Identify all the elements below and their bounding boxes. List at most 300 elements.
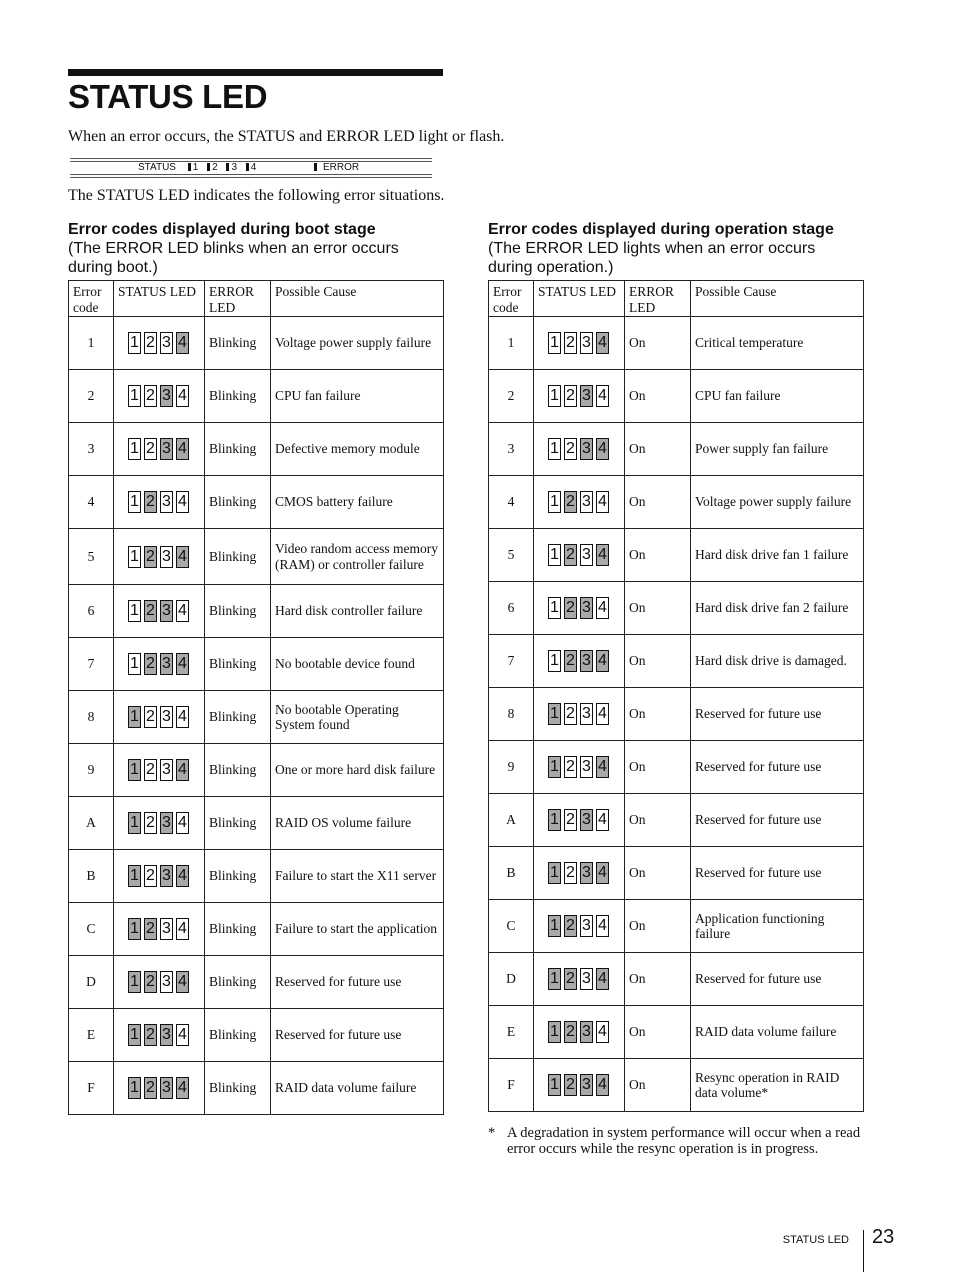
error-led-cell: On xyxy=(625,582,691,635)
possible-cause-cell: One or more hard disk failure xyxy=(271,744,444,797)
status-led-3-lit: 3 xyxy=(580,438,593,460)
status-led-cell xyxy=(114,744,205,797)
status-led-3-unlit: 3 xyxy=(160,491,173,513)
table-row xyxy=(69,797,444,850)
status-led-4-lit: 4 xyxy=(176,759,189,781)
table-row xyxy=(489,476,864,529)
status-led-4-lit: 4 xyxy=(596,862,609,884)
possible-cause-cell: Application functioning failure xyxy=(691,900,864,953)
error-led-cell: Blinking xyxy=(205,744,271,797)
table-row xyxy=(489,1006,864,1059)
status-led-2-unlit: 2 xyxy=(564,862,577,884)
status-led-1-lit: 1 xyxy=(548,862,561,884)
possible-cause-cell: CMOS battery failure xyxy=(271,476,444,529)
error-code-cell: E xyxy=(69,1009,114,1062)
description-text: The STATUS LED indicates the following error situations. xyxy=(68,187,445,204)
status-led-3-unlit: 3 xyxy=(160,971,173,993)
status-led-3-lit: 3 xyxy=(160,653,173,675)
status-led-4-unlit: 4 xyxy=(596,915,609,937)
page-number: 23 xyxy=(872,1226,895,1248)
error-led-cell: Blinking xyxy=(205,903,271,956)
led-indicator-icon xyxy=(226,163,229,171)
header-possible-cause: Possible Cause xyxy=(691,281,864,317)
error-code-cell: D xyxy=(489,953,534,1006)
error-code-cell: 4 xyxy=(69,476,114,529)
status-led-cell xyxy=(534,476,625,529)
status-led-3-lit: 3 xyxy=(580,809,593,831)
panel-led-label: 2 xyxy=(212,162,218,173)
table-header-row xyxy=(489,281,864,317)
table-row xyxy=(69,903,444,956)
status-led-2-unlit: 2 xyxy=(144,332,157,354)
error-led-cell: Blinking xyxy=(205,317,271,370)
status-led-1-unlit: 1 xyxy=(548,332,561,354)
status-led-cell xyxy=(114,529,205,585)
error-led-cell: On xyxy=(625,423,691,476)
status-led-cell xyxy=(114,585,205,638)
error-code-cell: 1 xyxy=(489,317,534,370)
status-led-3-lit: 3 xyxy=(580,385,593,407)
status-led-3-unlit: 3 xyxy=(580,756,593,778)
panel-line-bottom-inner xyxy=(70,174,432,175)
error-code-cell: 5 xyxy=(69,529,114,585)
status-led-1-unlit: 1 xyxy=(128,600,141,622)
status-led-2-unlit: 2 xyxy=(564,756,577,778)
status-led-4-lit: 4 xyxy=(176,332,189,354)
possible-cause-cell: CPU fan failure xyxy=(271,370,444,423)
status-led-3-lit: 3 xyxy=(160,1077,173,1099)
status-led-4-unlit: 4 xyxy=(596,597,609,619)
status-led-2-lit: 2 xyxy=(564,597,577,619)
status-led-2-lit: 2 xyxy=(144,491,157,513)
panel-status-label: STATUS xyxy=(138,162,176,173)
status-led-4-lit: 4 xyxy=(596,968,609,990)
status-led-3-lit: 3 xyxy=(160,438,173,460)
status-led-2-lit: 2 xyxy=(564,491,577,513)
table-row xyxy=(489,1059,864,1112)
possible-cause-cell: CPU fan failure xyxy=(691,370,864,423)
panel-led-label: 1 xyxy=(192,162,199,173)
error-code-cell: A xyxy=(69,797,114,850)
possible-cause-cell: Hard disk drive is damaged. xyxy=(691,635,864,688)
status-led-cell xyxy=(534,582,625,635)
status-led-3-lit: 3 xyxy=(160,812,173,834)
status-led-3-lit: 3 xyxy=(580,862,593,884)
error-led-cell: Blinking xyxy=(205,850,271,903)
error-code-cell: E xyxy=(489,1006,534,1059)
status-led-2-lit: 2 xyxy=(144,1077,157,1099)
status-led-1-unlit: 1 xyxy=(128,438,141,460)
status-led-cell xyxy=(534,635,625,688)
possible-cause-cell: Hard disk drive fan 1 failure xyxy=(691,529,864,582)
status-led-4-unlit: 4 xyxy=(176,812,189,834)
table-row xyxy=(489,953,864,1006)
possible-cause-cell: Reserved for future use xyxy=(691,741,864,794)
status-led-3-lit: 3 xyxy=(580,597,593,619)
possible-cause-cell: Failure to start the X11 server xyxy=(271,850,444,903)
error-led-cell: On xyxy=(625,476,691,529)
status-led-2-lit: 2 xyxy=(564,915,577,937)
status-led-4-unlit: 4 xyxy=(596,491,609,513)
status-led-3-unlit: 3 xyxy=(580,332,593,354)
status-led-cell xyxy=(114,956,205,1009)
status-led-2-lit: 2 xyxy=(144,1024,157,1046)
status-led-4-lit: 4 xyxy=(176,546,189,568)
status-led-3-lit: 3 xyxy=(160,385,173,407)
status-led-1-unlit: 1 xyxy=(548,650,561,672)
table-row xyxy=(69,317,444,370)
status-led-1-lit: 1 xyxy=(128,706,141,728)
status-led-1-lit: 1 xyxy=(128,759,141,781)
status-led-4-lit: 4 xyxy=(176,1077,189,1099)
status-led-2-unlit: 2 xyxy=(144,438,157,460)
status-led-2-lit: 2 xyxy=(564,968,577,990)
status-led-cell xyxy=(534,900,625,953)
led-indicator-icon xyxy=(207,163,210,171)
status-led-3-unlit: 3 xyxy=(160,759,173,781)
status-led-1-unlit: 1 xyxy=(128,385,141,407)
header-status-led: STATUS LED xyxy=(114,281,205,317)
error-code-cell: 5 xyxy=(489,529,534,582)
header-error-code: Error code xyxy=(489,281,534,317)
status-led-2-unlit: 2 xyxy=(564,809,577,831)
status-led-1-unlit: 1 xyxy=(548,544,561,566)
status-led-2-lit: 2 xyxy=(564,650,577,672)
status-led-cell xyxy=(534,529,625,582)
error-code-cell: 9 xyxy=(69,744,114,797)
page-title: STATUS LED xyxy=(68,78,268,115)
status-led-3-unlit: 3 xyxy=(160,918,173,940)
status-led-3-unlit: 3 xyxy=(580,915,593,937)
status-led-1-lit: 1 xyxy=(128,918,141,940)
error-code-cell: 7 xyxy=(69,638,114,691)
status-led-4-unlit: 4 xyxy=(176,1024,189,1046)
status-led-4-unlit: 4 xyxy=(176,918,189,940)
error-code-cell: C xyxy=(489,900,534,953)
status-led-3-lit: 3 xyxy=(160,600,173,622)
status-led-4-lit: 4 xyxy=(176,438,189,460)
led-indicator-icon xyxy=(246,163,249,171)
status-led-cell xyxy=(114,850,205,903)
status-led-2-lit: 2 xyxy=(144,653,157,675)
possible-cause-cell: Critical temperature xyxy=(691,317,864,370)
operation-subheading: (The ERROR LED lights when an error occurs during operation.) xyxy=(488,240,816,276)
status-led-cell xyxy=(114,691,205,744)
table-row xyxy=(69,744,444,797)
error-code-cell: B xyxy=(489,847,534,900)
error-led-cell: On xyxy=(625,794,691,847)
error-led-cell: Blinking xyxy=(205,638,271,691)
table-row xyxy=(69,1009,444,1062)
intro-text: When an error occurs, the STATUS and ERROR LED light or flash. xyxy=(68,128,505,145)
error-led-cell: Blinking xyxy=(205,956,271,1009)
status-led-3-unlit: 3 xyxy=(580,544,593,566)
status-led-3-unlit: 3 xyxy=(160,332,173,354)
table-row xyxy=(69,476,444,529)
status-led-2-lit: 2 xyxy=(144,546,157,568)
status-led-cell xyxy=(534,953,625,1006)
possible-cause-cell: Resync operation in RAID data volume* xyxy=(691,1059,864,1112)
status-led-3-unlit: 3 xyxy=(580,968,593,990)
possible-cause-cell: Failure to start the application xyxy=(271,903,444,956)
possible-cause-cell: Reserved for future use xyxy=(271,1009,444,1062)
status-led-cell xyxy=(534,688,625,741)
panel-error-group xyxy=(314,162,359,174)
status-led-2-lit: 2 xyxy=(564,1021,577,1043)
possible-cause-cell: No bootable device found xyxy=(271,638,444,691)
status-led-1-unlit: 1 xyxy=(128,332,141,354)
status-led-2-unlit: 2 xyxy=(564,385,577,407)
boot-section-heading xyxy=(68,220,444,277)
status-led-1-lit: 1 xyxy=(548,756,561,778)
error-code-cell: 7 xyxy=(489,635,534,688)
status-led-1-unlit: 1 xyxy=(548,491,561,513)
possible-cause-cell: Power supply fan failure xyxy=(691,423,864,476)
error-code-cell: 3 xyxy=(69,423,114,476)
led-indicator-icon xyxy=(314,163,317,171)
status-led-4-unlit: 4 xyxy=(596,385,609,407)
table-row xyxy=(489,423,864,476)
table-row xyxy=(69,1062,444,1115)
error-code-cell: 8 xyxy=(489,688,534,741)
status-led-2-unlit: 2 xyxy=(144,706,157,728)
status-led-4-unlit: 4 xyxy=(176,706,189,728)
error-code-cell: A xyxy=(489,794,534,847)
error-code-cell: C xyxy=(69,903,114,956)
possible-cause-cell: RAID OS volume failure xyxy=(271,797,444,850)
panel-line-top xyxy=(70,158,432,159)
table-row xyxy=(69,850,444,903)
error-led-cell: On xyxy=(625,529,691,582)
status-led-4-unlit: 4 xyxy=(596,703,609,725)
status-led-3-lit: 3 xyxy=(580,1021,593,1043)
table-row xyxy=(489,635,864,688)
error-led-cell: On xyxy=(625,688,691,741)
status-led-1-lit: 1 xyxy=(548,968,561,990)
status-led-1-lit: 1 xyxy=(128,1024,141,1046)
table-row xyxy=(69,956,444,1009)
table-row xyxy=(489,847,864,900)
status-led-cell xyxy=(534,794,625,847)
status-led-4-lit: 4 xyxy=(596,544,609,566)
title-rule xyxy=(68,69,443,76)
possible-cause-cell: Defective memory module xyxy=(271,423,444,476)
status-led-1-unlit: 1 xyxy=(128,653,141,675)
status-led-cell xyxy=(114,370,205,423)
error-led-cell: Blinking xyxy=(205,370,271,423)
error-led-cell: Blinking xyxy=(205,1009,271,1062)
status-led-cell xyxy=(114,317,205,370)
error-led-cell: Blinking xyxy=(205,529,271,585)
operation-heading: Error codes displayed during operation stage xyxy=(488,221,834,238)
possible-cause-cell: Video random access memory (RAM) or controller failure xyxy=(271,529,444,585)
error-code-cell: 1 xyxy=(69,317,114,370)
possible-cause-cell: Reserved for future use xyxy=(271,956,444,1009)
status-led-1-lit: 1 xyxy=(128,812,141,834)
error-code-cell: 2 xyxy=(489,370,534,423)
table-row xyxy=(69,370,444,423)
table-row xyxy=(489,741,864,794)
error-code-cell: D xyxy=(69,956,114,1009)
status-led-1-lit: 1 xyxy=(128,971,141,993)
status-led-cell xyxy=(114,423,205,476)
status-led-2-unlit: 2 xyxy=(564,438,577,460)
led-indicator-icon xyxy=(188,163,191,171)
possible-cause-cell: Reserved for future use xyxy=(691,688,864,741)
error-led-cell: Blinking xyxy=(205,797,271,850)
status-led-4-lit: 4 xyxy=(176,865,189,887)
status-led-cell xyxy=(114,1062,205,1115)
status-led-2-lit: 2 xyxy=(144,918,157,940)
table-row xyxy=(69,529,444,585)
status-led-3-lit: 3 xyxy=(580,650,593,672)
error-led-cell: On xyxy=(625,900,691,953)
possible-cause-cell: RAID data volume failure xyxy=(691,1006,864,1059)
status-led-cell xyxy=(534,847,625,900)
table-row xyxy=(489,582,864,635)
status-led-cell xyxy=(534,1006,625,1059)
status-led-2-unlit: 2 xyxy=(144,865,157,887)
error-led-cell: On xyxy=(625,953,691,1006)
status-led-2-lit: 2 xyxy=(144,971,157,993)
error-led-cell: On xyxy=(625,1006,691,1059)
possible-cause-cell: Voltage power supply failure xyxy=(271,317,444,370)
status-led-4-lit: 4 xyxy=(176,971,189,993)
possible-cause-cell: Reserved for future use xyxy=(691,847,864,900)
error-led-cell: On xyxy=(625,635,691,688)
table-row xyxy=(69,638,444,691)
header-possible-cause: Possible Cause xyxy=(271,281,444,317)
table-row xyxy=(489,370,864,423)
operation-section-heading xyxy=(488,220,864,277)
status-led-2-unlit: 2 xyxy=(144,759,157,781)
status-led-2-unlit: 2 xyxy=(144,812,157,834)
status-led-1-unlit: 1 xyxy=(548,597,561,619)
header-error-led: ERROR LED xyxy=(205,281,271,317)
status-led-cell xyxy=(114,638,205,691)
boot-error-table xyxy=(68,280,444,1115)
panel-error-label: ERROR xyxy=(323,162,360,173)
possible-cause-cell: Reserved for future use xyxy=(691,794,864,847)
status-led-4-unlit: 4 xyxy=(596,809,609,831)
status-led-cell xyxy=(114,476,205,529)
error-code-cell: 3 xyxy=(489,423,534,476)
status-led-1-unlit: 1 xyxy=(548,385,561,407)
possible-cause-cell: Reserved for future use xyxy=(691,953,864,1006)
error-led-cell: Blinking xyxy=(205,1062,271,1115)
error-led-cell: On xyxy=(625,1059,691,1112)
led-panel-diagram xyxy=(70,158,432,178)
status-led-cell xyxy=(534,741,625,794)
status-led-1-lit: 1 xyxy=(128,865,141,887)
possible-cause-cell: RAID data volume failure xyxy=(271,1062,444,1115)
status-led-4-lit: 4 xyxy=(596,332,609,354)
status-led-3-lit: 3 xyxy=(160,1024,173,1046)
error-code-cell: 6 xyxy=(489,582,534,635)
footnote-mark: * xyxy=(488,1125,496,1141)
status-led-4-lit: 4 xyxy=(176,653,189,675)
error-led-cell: On xyxy=(625,847,691,900)
status-led-1-unlit: 1 xyxy=(128,491,141,513)
status-led-4-unlit: 4 xyxy=(176,600,189,622)
status-led-cell xyxy=(534,1059,625,1112)
error-code-cell: 2 xyxy=(69,370,114,423)
status-led-4-lit: 4 xyxy=(596,756,609,778)
table-row xyxy=(69,423,444,476)
status-led-3-lit: 3 xyxy=(160,865,173,887)
footer-divider xyxy=(863,1230,864,1272)
header-error-code: Error code xyxy=(69,281,114,317)
status-led-3-lit: 3 xyxy=(580,1074,593,1096)
status-led-4-lit: 4 xyxy=(596,438,609,460)
status-led-3-unlit: 3 xyxy=(160,546,173,568)
error-code-cell: 4 xyxy=(489,476,534,529)
table-row xyxy=(489,900,864,953)
panel-status-group xyxy=(138,162,256,174)
status-led-2-lit: 2 xyxy=(144,600,157,622)
status-led-1-lit: 1 xyxy=(548,915,561,937)
error-led-cell: Blinking xyxy=(205,476,271,529)
footnote-text: A degradation in system performance will occur when a read error occurs while the resync operation is in progress. xyxy=(507,1125,861,1157)
error-code-cell: F xyxy=(489,1059,534,1112)
table-header-row xyxy=(69,281,444,317)
status-led-3-unlit: 3 xyxy=(160,706,173,728)
header-status-led: STATUS LED xyxy=(534,281,625,317)
status-led-cell xyxy=(114,797,205,850)
status-led-1-lit: 1 xyxy=(128,1077,141,1099)
table-row xyxy=(489,688,864,741)
status-led-1-unlit: 1 xyxy=(548,438,561,460)
error-code-cell: B xyxy=(69,850,114,903)
status-led-1-lit: 1 xyxy=(548,809,561,831)
status-led-cell xyxy=(114,903,205,956)
boot-heading: Error codes displayed during boot stage xyxy=(68,221,376,238)
status-led-2-unlit: 2 xyxy=(564,703,577,725)
status-led-cell xyxy=(114,1009,205,1062)
error-led-cell: On xyxy=(625,370,691,423)
possible-cause-cell: Voltage power supply failure xyxy=(691,476,864,529)
status-led-4-unlit: 4 xyxy=(176,491,189,513)
status-led-4-lit: 4 xyxy=(596,1074,609,1096)
error-code-cell: 8 xyxy=(69,691,114,744)
status-led-2-unlit: 2 xyxy=(144,385,157,407)
status-led-1-lit: 1 xyxy=(548,1021,561,1043)
panel-led-label: 4 xyxy=(250,162,257,173)
header-error-led: ERROR LED xyxy=(625,281,691,317)
status-led-3-unlit: 3 xyxy=(580,703,593,725)
status-led-2-lit: 2 xyxy=(564,544,577,566)
error-led-cell: Blinking xyxy=(205,585,271,638)
footer-section-label: STATUS LED xyxy=(782,1234,849,1246)
table-row xyxy=(489,317,864,370)
possible-cause-cell: No bootable Operating System found xyxy=(271,691,444,744)
status-led-4-unlit: 4 xyxy=(176,385,189,407)
boot-subheading: (The ERROR LED blinks when an error occurs during boot.) xyxy=(68,240,399,276)
error-code-cell: 9 xyxy=(489,741,534,794)
possible-cause-cell: Hard disk drive fan 2 failure xyxy=(691,582,864,635)
error-led-cell: On xyxy=(625,317,691,370)
error-code-cell: 6 xyxy=(69,585,114,638)
panel-led-label: 3 xyxy=(231,162,237,173)
error-led-cell: Blinking xyxy=(205,691,271,744)
status-led-2-unlit: 2 xyxy=(564,332,577,354)
table-row xyxy=(489,794,864,847)
status-led-3-unlit: 3 xyxy=(580,491,593,513)
panel-line-bottom xyxy=(70,177,432,178)
possible-cause-cell: Hard disk controller failure xyxy=(271,585,444,638)
status-led-4-unlit: 4 xyxy=(596,1021,609,1043)
status-led-cell xyxy=(534,423,625,476)
